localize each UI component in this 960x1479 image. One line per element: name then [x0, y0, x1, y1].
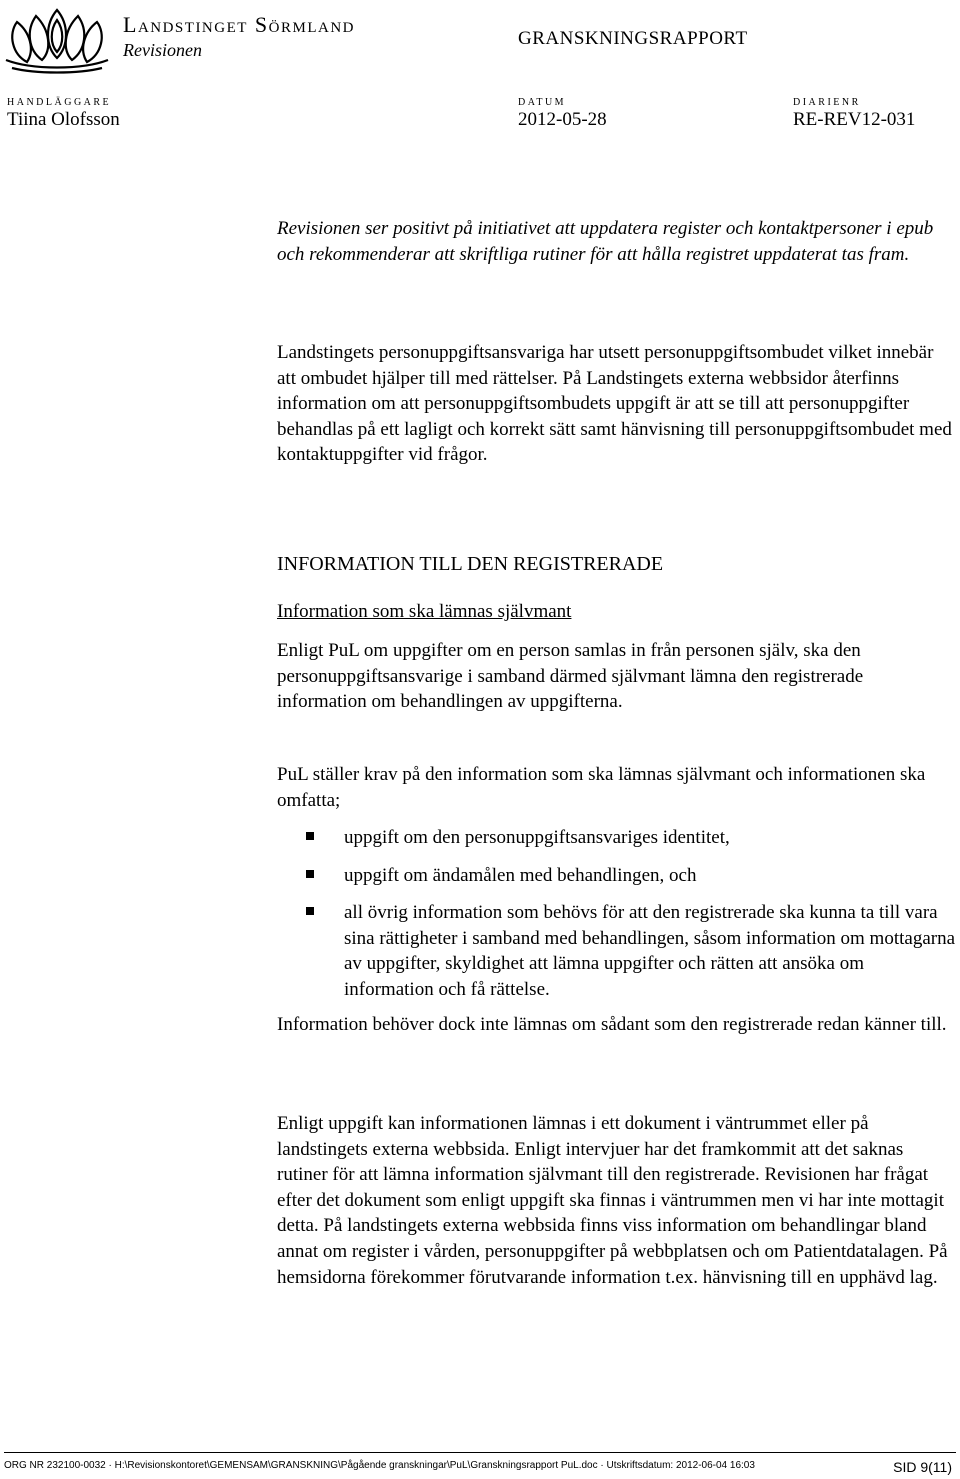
handlaggare-label: HANDLÄGGARE [7, 97, 112, 108]
paragraph-undantag: Information behöver dock inte lämnas om sådant som den registrerade redan känner till. [277, 1014, 947, 1035]
document-type: GRANSKNINGSRAPPORT [518, 28, 748, 49]
org-name: Landstinget Sörmland [123, 12, 355, 37]
bullet-icon [306, 907, 314, 915]
datum-value: 2012-05-28 [518, 109, 607, 130]
page-number: SID 9(11) [893, 1459, 952, 1475]
list-item [277, 900, 957, 1002]
list-item-text: all övrig information som behövs för att den registrerade ska kunna ta till vara sina rättigheter i samband med behandlingen, såsom information om mottagarna av uppgifter, skyldighet att lämna uppgifter och rätten att ansöka om information och få rättelse. [344, 902, 956, 1000]
paragraph-findings: Enligt uppgift kan informationen lämnas i ett dokument i väntrummet eller på landstingets externa webbsida. Enligt intervjuer har det framkommit att det saknas rutiner för att lämna information självmant till den registrerade. Revisionen har frågat efter det dokument som enligt uppgift ska finnas i väntrummen men vi har inte mottagit detta. På landstingets externa webbsida finns viss information om behandlingar bland annat om register i vården, personuppgifter på webbplatsen och om Patientdatalagen. På hemsidorna förekommer förutvarande information t.ex. hänvisning till en upphävd lag. [277, 1113, 948, 1288]
list-item-text: uppgift om den personuppgiftsansvariges identitet, [344, 827, 730, 848]
diarienr-label: DIARIENR [793, 97, 861, 108]
list-item [277, 863, 957, 889]
requirement-list [277, 825, 957, 1015]
section-heading: INFORMATION TILL DEN REGISTRERADE [277, 553, 664, 575]
paragraph-pul: Enligt PuL om uppgifter om en person samlas in från personen själv, ska den personuppgiftsansvarige i samband därmed självmant lämna den registrerade information om behandlingen av uppgifterna. [277, 640, 864, 713]
list-item-text: uppgift om ändamålen med behandlingen, och [344, 864, 697, 886]
paragraph-krav: PuL ställer krav på den information som ska lämnas självmant och informationen ska omfatta; [277, 764, 926, 811]
bullet-icon [306, 870, 314, 878]
section-subheading: Information som ska lämnas självmant [277, 601, 572, 622]
bullet-icon [306, 832, 314, 840]
datum-label: DATUM [518, 97, 567, 108]
footer-text: ORG NR 232100-0032 · H:\Revisionskontoret\GEMENSAM\GRANSKNING\Pågående granskningar\PuL\Granskningsrapport PuL.doc · Utskriftsdatum: 2012-06-04 16:03 [4, 1460, 755, 1471]
conclusion-paragraph: Revisionen ser positivt på initiativet att uppdatera register och kontaktpersoner i epub och rekommenderar att skriftliga rutiner för att hålla registret uppdaterat tas fram. [277, 218, 934, 265]
footer-divider [4, 1452, 956, 1453]
handlaggare-value: Tiina Olofsson [7, 109, 120, 130]
org-subtitle: Revisionen [123, 40, 202, 60]
landstinget-logo [2, 2, 112, 74]
list-item [277, 825, 957, 851]
diarienr-value: RE-REV12-031 [793, 109, 916, 130]
paragraph-ombud: Landstingets personuppgiftsansvariga har utsett personuppgiftsombudet vilket innebär att ombudet hjälper till med rättelser. På Landstingets externa webbsidor återfinns information om att personuppgiftsombudets uppgift är att se till att personuppgifter behandlas på ett lagligt och korrekt sätt samt hänvisning till personuppgiftsombudet med kontaktuppgifter vid frågor. [277, 342, 952, 466]
